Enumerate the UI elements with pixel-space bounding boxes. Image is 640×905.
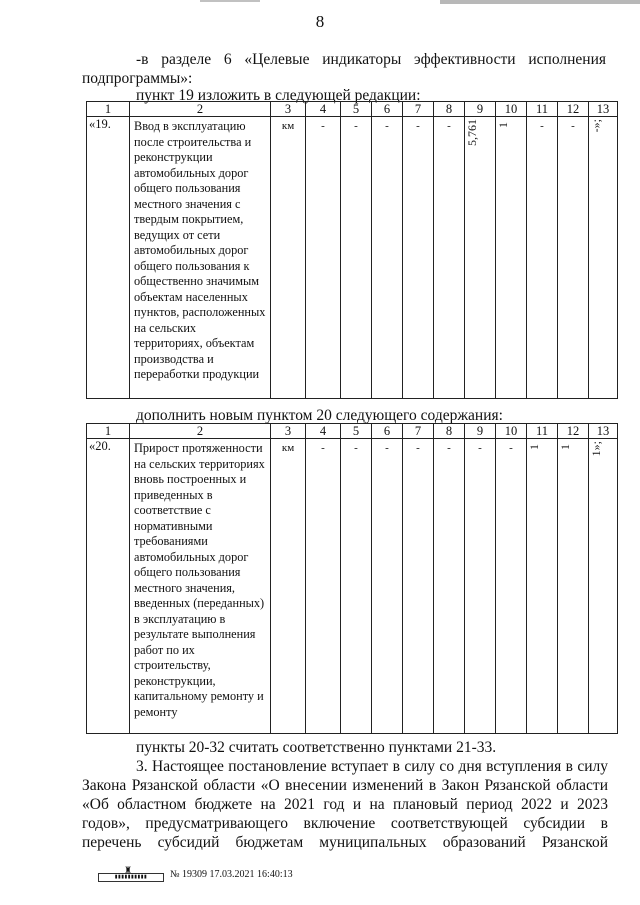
item20-intro: дополнить новым пунктом 20 следующего содержания: xyxy=(136,407,503,424)
col-header: 2 xyxy=(130,424,271,439)
col-header: 2 xyxy=(130,102,271,117)
value-cell: - xyxy=(372,117,403,399)
value-text: 1 xyxy=(558,444,572,450)
value-cell xyxy=(589,117,618,399)
indicator-table-20 xyxy=(86,423,618,734)
document-footer xyxy=(98,866,293,882)
col-header: 10 xyxy=(496,424,527,439)
col-header: 3 xyxy=(271,424,306,439)
scan-artifact xyxy=(200,0,260,2)
clause3-line1: 3. Настоящее постановление вступает в силу со дня вступления в силу xyxy=(136,758,608,775)
indicator-name: Прирост протяженности на сельских территориях вновь построенных и приведенных в соответствие с нормативными требованиями автомобильных дорог общего пользования местного значения, введенных (переданных) в эксплуатацию в результате выполнения работ по их строительству, реконструкции, капитальному ремонту и ремонту xyxy=(130,439,271,734)
row-number: «20. xyxy=(87,439,130,734)
value-cell xyxy=(589,439,618,734)
col-header: 13 xyxy=(589,102,618,117)
document-reference: № 19309 17.03.2021 16:40:13 xyxy=(170,868,293,880)
clause3-line5: перечень субсидий бюджетам муниципальных образований Рязанской xyxy=(82,834,608,851)
value-cell xyxy=(527,439,558,734)
stamp-box: ▮▮▮▮▮▮▮▮▮▮ xyxy=(98,873,164,882)
col-header: 5 xyxy=(341,424,372,439)
table-row xyxy=(87,117,618,399)
value-cell: - xyxy=(341,439,372,734)
clause3-line3: «Об областном бюджете на 2021 год и на плановый период 2022 и 2023 xyxy=(82,796,608,813)
value-text: 5,761 xyxy=(465,119,479,146)
clause3-line4: годов», предусматривающего включение соответствующей субсидии в xyxy=(82,815,608,832)
value-text: -»; xyxy=(589,119,603,133)
scan-artifact xyxy=(440,0,640,4)
value-cell: - xyxy=(558,117,589,399)
value-text: 1 xyxy=(527,444,541,450)
col-header: 1 xyxy=(87,424,130,439)
value-cell xyxy=(465,117,496,399)
col-header: 11 xyxy=(527,102,558,117)
col-header: 9 xyxy=(465,102,496,117)
unit-cell: км xyxy=(271,439,306,734)
row-number: «19. xyxy=(87,117,130,399)
page-number: 8 xyxy=(315,12,325,31)
renumber-note: пункты 20-32 считать соответственно пунктами 21-33. xyxy=(136,739,497,756)
col-header: 10 xyxy=(496,102,527,117)
col-header: 5 xyxy=(341,102,372,117)
col-header: 8 xyxy=(434,424,465,439)
col-header: 12 xyxy=(558,424,589,439)
table-header-row xyxy=(87,102,618,117)
item19-intro: пункт 19 изложить в следующей редакции: xyxy=(136,87,421,104)
section6-intro-line1: -в разделе 6 «Целевые индикаторы эффективности исполнения xyxy=(136,51,606,68)
unit-cell: км xyxy=(271,117,306,399)
value-cell: - xyxy=(434,439,465,734)
col-header: 7 xyxy=(403,102,434,117)
col-header: 4 xyxy=(306,424,341,439)
value-text: 1 xyxy=(496,122,510,128)
col-header: 13 xyxy=(589,424,618,439)
value-cell: - xyxy=(465,439,496,734)
value-cell: - xyxy=(403,117,434,399)
value-cell: - xyxy=(306,117,341,399)
col-header: 6 xyxy=(372,424,403,439)
value-cell: - xyxy=(372,439,403,734)
value-cell xyxy=(558,439,589,734)
col-header: 8 xyxy=(434,102,465,117)
value-cell: - xyxy=(527,117,558,399)
emblem-icon: ♜ xyxy=(124,865,133,875)
col-header: 3 xyxy=(271,102,306,117)
col-header: 7 xyxy=(403,424,434,439)
indicator-name: Ввод в эксплуатацию после строительства и реконструкции автомобильных дорог общего пользования местного значения с твердым покрытием, ведущих от сети автомобильных дорог общего пользования к общественно значимым объектам населенных пунктов, расположенных на сельских территориях, объектам производства и переработки продукции xyxy=(130,117,271,399)
col-header: 11 xyxy=(527,424,558,439)
section6-intro-line2: подпрограммы»: xyxy=(82,70,193,87)
value-cell: - xyxy=(434,117,465,399)
indicator-table-19 xyxy=(86,101,618,399)
value-cell: - xyxy=(403,439,434,734)
value-cell: - xyxy=(341,117,372,399)
registry-stamp-icon xyxy=(98,866,164,882)
col-header: 12 xyxy=(558,102,589,117)
value-cell: - xyxy=(496,439,527,734)
table-row xyxy=(87,439,618,734)
clause3-line2: Закона Рязанской области «О внесении изменений в Закон Рязанской области xyxy=(82,777,608,794)
value-text: 1»; xyxy=(589,441,603,457)
col-header: 6 xyxy=(372,102,403,117)
col-header: 4 xyxy=(306,102,341,117)
col-header: 1 xyxy=(87,102,130,117)
table-header-row xyxy=(87,424,618,439)
value-cell xyxy=(496,117,527,399)
col-header: 9 xyxy=(465,424,496,439)
value-cell: - xyxy=(306,439,341,734)
